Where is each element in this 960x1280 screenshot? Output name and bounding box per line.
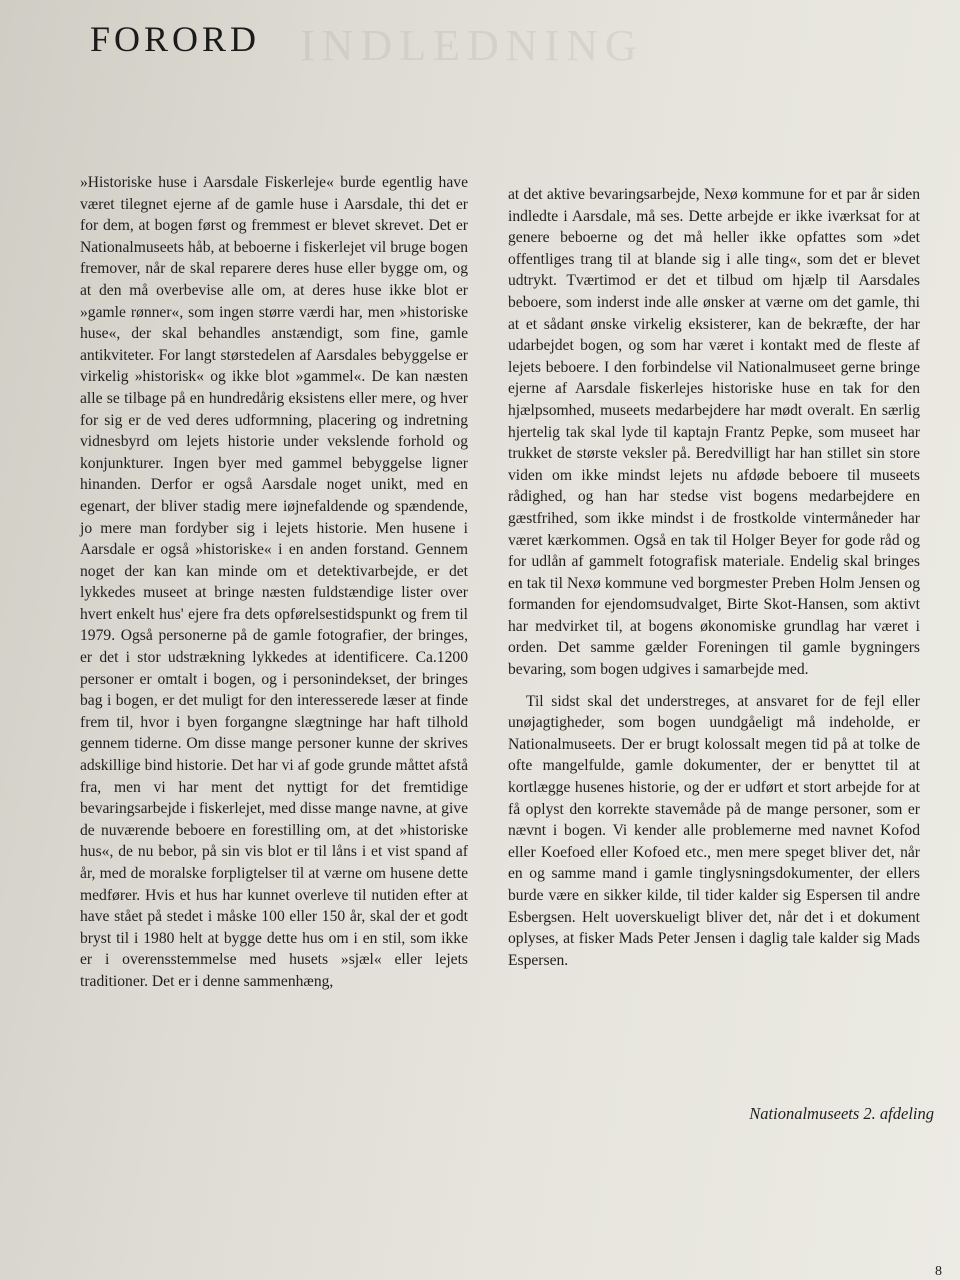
right-text-column: [508, 184, 920, 971]
left-text-column: [80, 172, 468, 993]
show-through-heading: INDLEDNING: [300, 21, 644, 70]
paragraph: »Historiske huse i Aarsdale Fiskerleje« burde egentlig have været tilegnet ejerne af de gamle huse i Aarsdale, thi det er for dem, at bogen først og fremmest er blevet skrevet. Det er Nationalmuseets håb, at beboerne i fiskerlejet vil bruge bogen fremover, når de skal reparere deres huse eller bygge om, og at den må overbevise alle om, at deres huse ikke blot er »gamle rønner«, som ingen større værdi har, men »historiske huse«, der skal behandles anstændigt, som fine, gamle antikviteter. For langt størstedelen af Aarsdales bebyggelse er virkelig »historisk« og ikke blot »gammel«. De kan næsten alle se tilbage på en hundredårig eksistens eller mere, og hver for sig er de ved deres udformning, placering og indretning vidnesbyrd om lejets historie under vekslende forhold og konjunkturer. Ingen byer med gammel bebyggelse ligner hinanden. Derfor er også Aarsdale noget unikt, med en egenart, der bliver stadig mere iøjnefaldende og spændende, jo mere man fordyber sig i lejets historie. Men husene i Aarsdale er også »historiske« i en anden forstand. Gennem noget der kan kan minde om et detektivarbejde, er det lykkedes museet at bringe næsten fuldstændige lister over hvert enkelt hus' ejere fra dets opførelsestidspunkt og frem til 1979. Også personerne på de gamle fotografier, der bringes, er det i stor udstrækning lykkedes at identificere. Ca.1200 personer er omtalt i bogen, og i personindekset, der bringes bag i bogen, er det muligt for den interesserede læser at finde frem til, hvor i byen forgangne slægtninge har haft tilhold gennem tiderne. Om disse mange personer kunne der skrives adskillige bind historie. Det har vi af gode grunde måttet afstå fra, men vi har ment det nyttigt for det fremtidige bevaringsarbejde i fiskerlejet, med disse mange navne, at give de nuværende beboere en forestilling om, at det »historiske hus«, de nu bebor, på sin vis blot er til låns i et vist spand af år, med de moralske forpligtelser til at værne om husene dette medfører. Hvis et hus har kunnet overleve til nutiden efter at have stået på stedet i måske 100 eller 150 år, skal der et godt bryst til i 1980 helt at bygge dette hus om i en stil, som ikke er i overensstemmelse med husets »sjæl« eller lejets traditioner. Det er i denne sammenhæng,: [80, 174, 468, 990]
paragraph: at det aktive bevaringsarbejde, Nexø kommune for et par år siden indledte i Aarsdale, må ses. Dette arbejde er ikke iværksat for at genere beboerne og det må heller ikke opfattes som »det offentliges trang til at blande sig i alle ting«, som det er blevet udtrykt. Tværtimod er det et tilbud om hjælp til Aarsdales beboere, som inderst inde alle ønsker at værne om det gamle, thi at et sådant ønske virkelig eksisterer, kan de bekræfte, der har udarbejdet bogen, og som har været i kontakt med de fleste af lejets beboere. I den forbindelse vil Nationalmuseet gerne bringe ejerne af Aarsdale fiskerlejes historiske huse en tak for den hjælpsomhed, museets medarbejdere har mødt overalt. En særlig hjertelig tak skal lyde til kaptajn Frantz Pepke, som museet har trukket de største veksler på. Beredvilligt har han stillet sin store viden om ikke mindst lejets nu afdøde beboere til museets rådighed, og han har stedse vist bogens medarbejdere en gæstfrihed, som ikke mindst i de frostkolde vintermåneder har været kærkommen. Også en tak til Holger Beyer for gode råd og for udlån af gammelt fotografisk materiale. Endelig skal bringes en tak til Nexø kommune ved borgmester Preben Holm Jensen og formanden for ejendomsudvalget, Birte Skot-Hansen, som aktivt har medvirket til, at bogens økonomiske grundlag har været i orden. Det samme gælder Foreningen til gamle bygningers bevaring, som bogen udgives i samarbejde med.: [508, 186, 920, 679]
page-title: FORORD: [90, 19, 261, 59]
page-number: 8: [935, 1264, 942, 1279]
paragraph: Til sidst skal det understreges, at ansvaret for de fejl eller unøjagtigheder, som bogen uundgåeligt må indeholde, er Nationalmuseets. Der er brugt kolossalt megen tid på at tolke de ofte mangelfulde, gamle dokumenter, der er benyttet til at kortlægge husenes historie, og der er udført et stort arbejde for at få oplyst den korrekte stavemåde på de mange personer, som er nævnt i bogen. Vi kender alle problemerne med navnet Kofod eller Koefoed eller Kofoed etc., men mere speget bliver det, når en og samme mand i gamle tinglysningsdokumenter, der ellers burde være en sikker kilde, til tider kalder sig Espersen til andre Esbergsen. Helt uoverskueligt bliver det, når det i et dokument oplyses, at fisker Mads Peter Jensen i daglig tale kalder sig Mads Espersen.: [508, 692, 920, 969]
signature: Nationalmuseets 2. afdeling: [749, 1104, 934, 1123]
